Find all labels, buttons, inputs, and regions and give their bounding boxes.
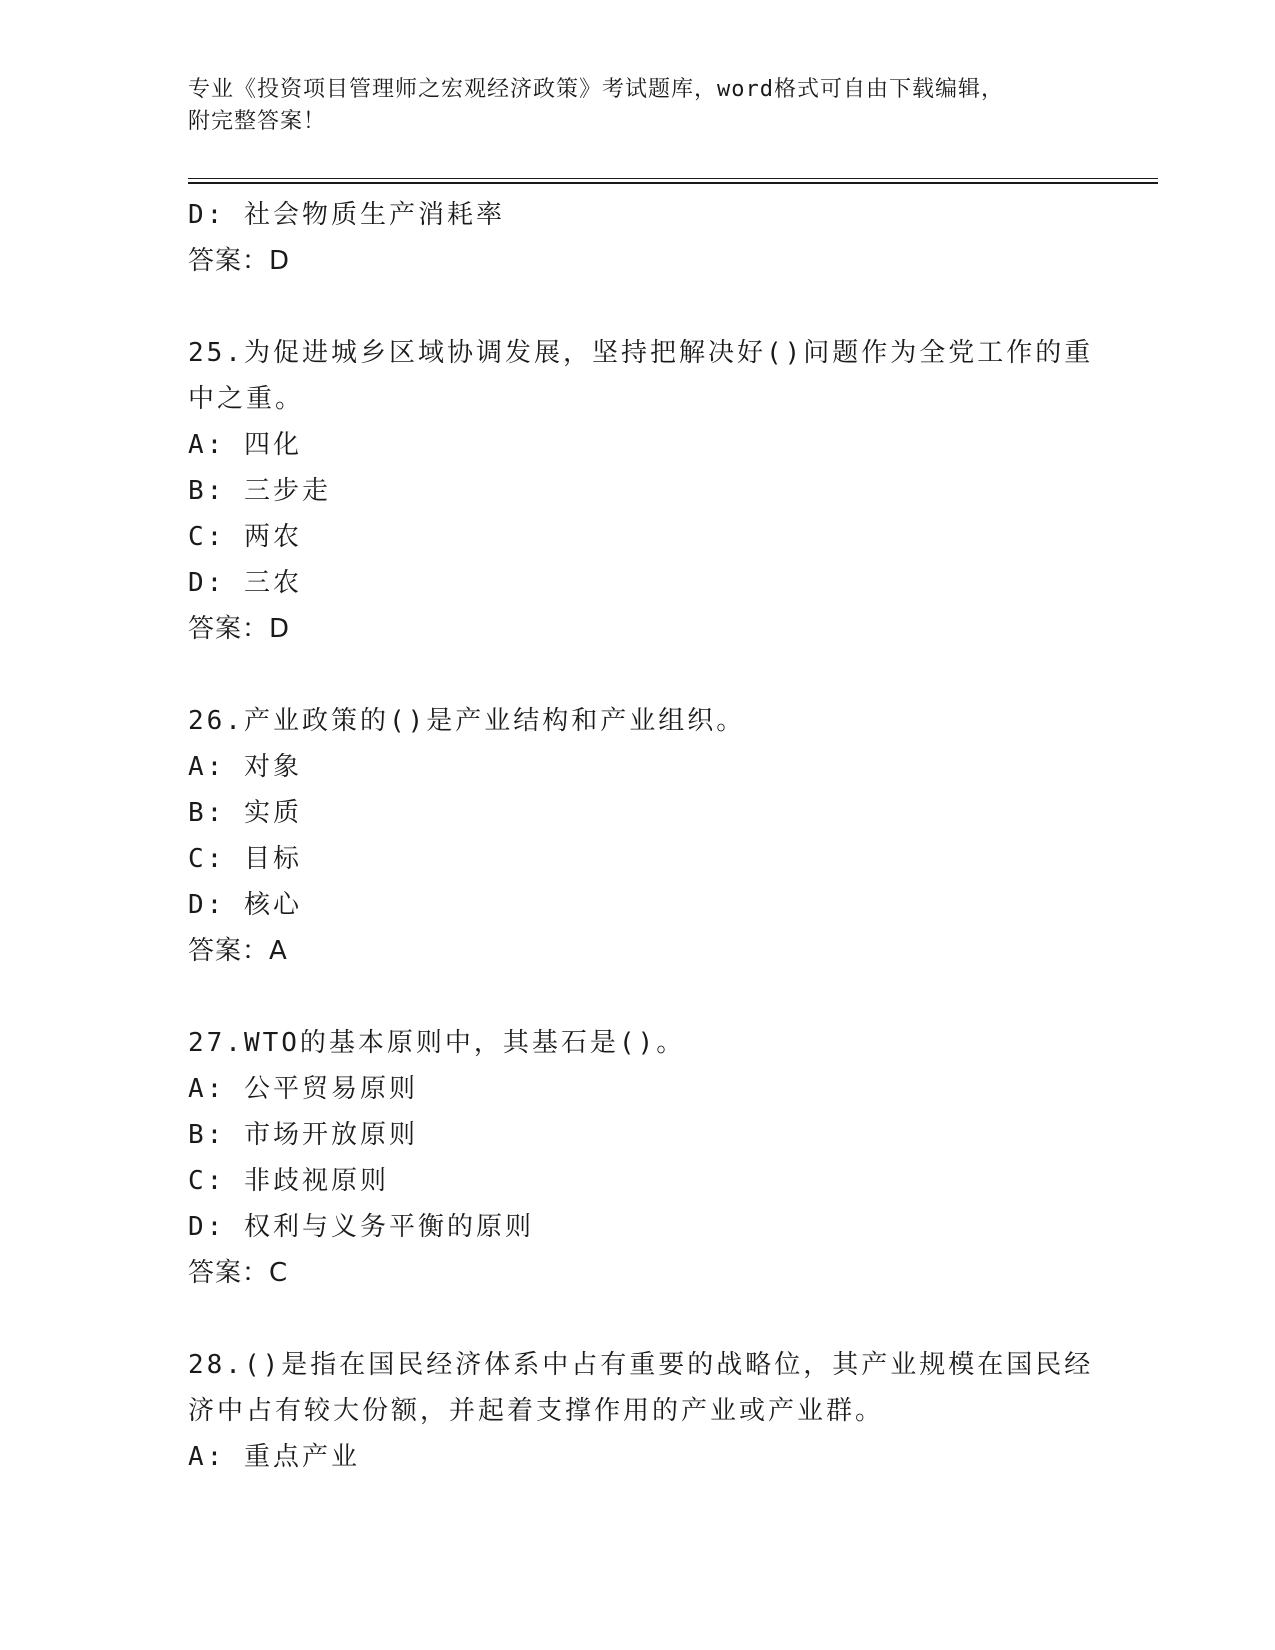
- question-content: [188, 192, 1094, 1480]
- option-a: A: 重点产业: [188, 1442, 360, 1472]
- option-d: D: 三农: [188, 568, 302, 598]
- option-b: B: 三步走: [188, 476, 331, 506]
- question-26: [188, 698, 1088, 974]
- answer: 答案：C: [188, 1258, 289, 1288]
- header-divider-thin: [188, 178, 1158, 179]
- question-stem: 26.产业政策的()是产业结构和产业组织。: [188, 706, 746, 736]
- option-a: A: 对象: [188, 752, 302, 782]
- question-stem: 27.WTO的基本原则中，其基石是()。: [188, 1028, 686, 1058]
- document-header: [188, 74, 1088, 138]
- option-b: B: 市场开放原则: [188, 1120, 418, 1150]
- option-c: C: 目标: [188, 844, 302, 874]
- option-c: C: 两农: [188, 522, 302, 552]
- question-stem: 25.为促进城乡区域协调发展，坚持把解决好()问题作为全党工作的重: [188, 338, 1094, 368]
- question-stem-cont: 济中占有较大份额，并起着支撑作用的产业或产业群。: [188, 1396, 885, 1426]
- header-line-1: 专业《投资项目管理师之宏观经济政策》考试题库，word格式可自由下载编辑，: [188, 77, 1004, 102]
- question-stem: 28.()是指在国民经济体系中占有重要的战略位，其产业规模在国民经: [188, 1350, 1094, 1380]
- question-25: [188, 330, 1094, 652]
- prev-option-d: D: 社会物质生产消耗率: [188, 200, 505, 230]
- option-a: A: 公平贸易原则: [188, 1074, 418, 1104]
- question-28: [188, 1342, 1094, 1480]
- option-a: A: 四化: [188, 430, 302, 460]
- option-d: D: 权利与义务平衡的原则: [188, 1212, 534, 1242]
- option-c: C: 非歧视原则: [188, 1166, 389, 1196]
- header-line-2: 附完整答案！: [188, 109, 327, 134]
- answer: 答案：D: [188, 614, 291, 644]
- question-stem-cont: 中之重。: [188, 384, 305, 414]
- question-27: [188, 1020, 1088, 1296]
- option-d: D: 核心: [188, 890, 302, 920]
- prev-answer: 答案：D: [188, 246, 291, 276]
- header-divider-thick: [188, 182, 1158, 184]
- answer: 答案：A: [188, 936, 288, 966]
- option-b: B: 实质: [188, 798, 302, 828]
